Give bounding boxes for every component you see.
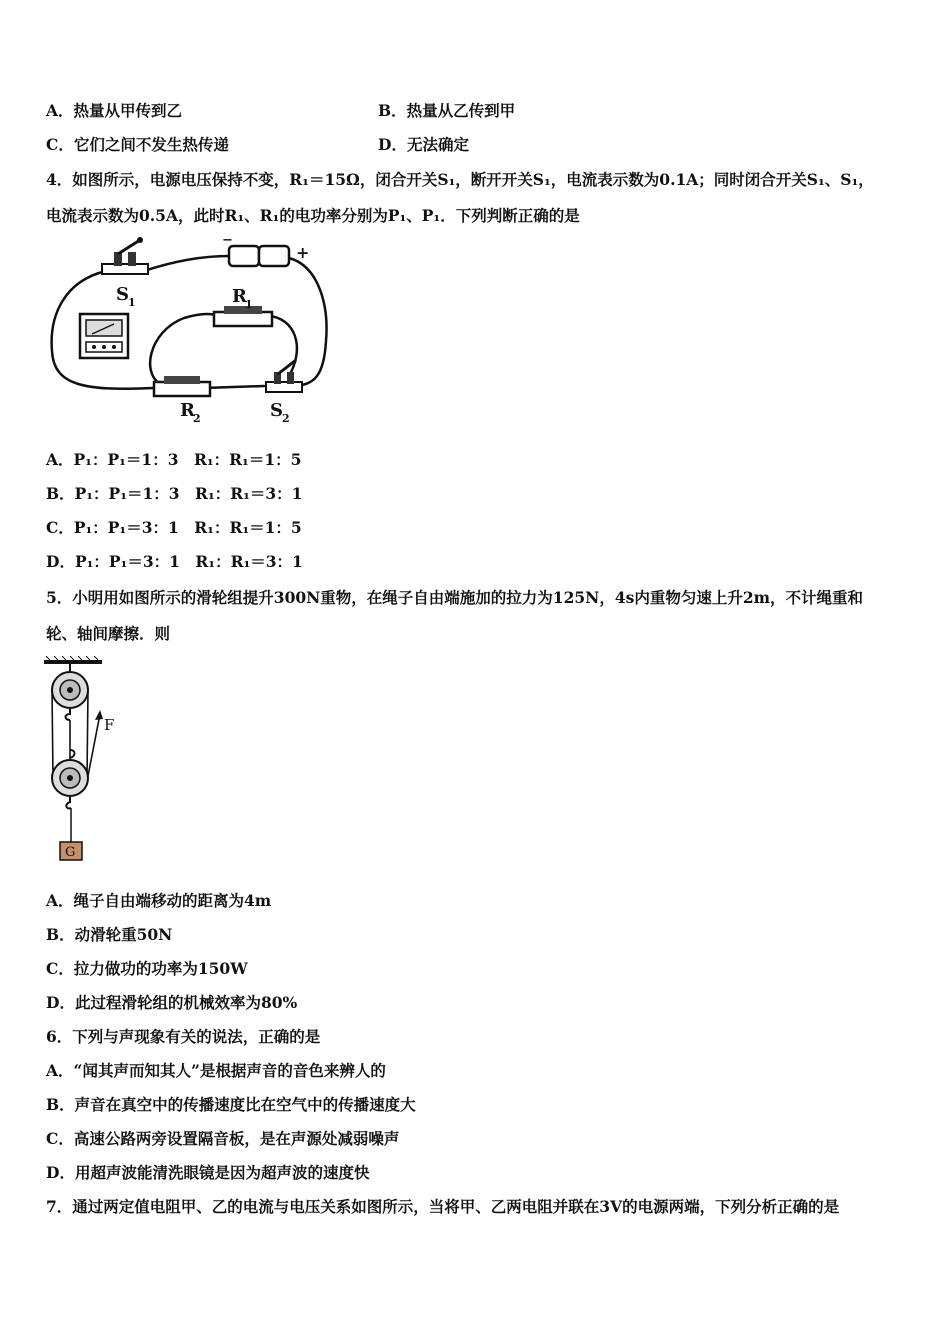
rope-free-end (88, 714, 100, 776)
q5-stem-line2: 轮、轴间摩擦．则 (46, 624, 171, 643)
weight-label: G (65, 845, 76, 860)
movable-pulley (52, 750, 88, 842)
resistor-r1 (214, 306, 272, 326)
q4-option-c: C．P₁：P₁＝3：1 R₁：R₁＝1：5 (46, 518, 302, 537)
label-r1-sub: 1 (245, 298, 253, 311)
q4-stem-line2: 电流表示数为0.5A，此时R₁、R₁的电功率分别为P₁、P₁．下列判断正确的是 (46, 206, 580, 225)
q5-option-b: B．动滑轮重50N (46, 925, 173, 944)
label-r2: R (180, 400, 195, 421)
battery (229, 246, 289, 266)
q6-option-a: A．“闻其声而知其人”是根据声音的音色来辨人的 (46, 1061, 386, 1080)
ammeter (80, 314, 128, 358)
switch-s2 (266, 360, 302, 392)
q3-option-a: A．热量从甲传到乙 (46, 101, 183, 120)
rope-left (52, 690, 53, 778)
resistor-r2 (154, 376, 210, 396)
label-s2: S (270, 400, 283, 421)
inner-wire-left (150, 314, 219, 386)
q5-option-c: C．拉力做功的功率为150W (46, 959, 248, 978)
label-r1: R (232, 286, 247, 307)
wire-r2-s2 (204, 386, 264, 388)
ceiling (44, 656, 102, 672)
switch-s1 (102, 237, 148, 274)
q3-option-b: B．热量从乙传到甲 (378, 101, 516, 120)
force-arrow (95, 710, 103, 720)
q4-option-a: A．P₁：P₁＝1：3 R₁：R₁＝1：5 (46, 450, 302, 469)
q6-option-c: C．高速公路两旁设置隔音板，是在声源处减弱噪声 (46, 1129, 400, 1148)
battery-plus-label: + (296, 243, 310, 262)
q6-stem: 6．下列与声现象有关的说法，正确的是 (46, 1027, 321, 1046)
weight-block (60, 842, 82, 860)
fixed-pulley (52, 672, 88, 720)
label-r2-sub: 2 (193, 412, 201, 425)
rope-right (87, 690, 88, 778)
q6-option-b: B．声音在真空中的传播速度比在空气中的传播速度大 (46, 1095, 416, 1114)
label-s1: S (116, 284, 129, 305)
label-s2-sub: 2 (282, 412, 290, 425)
q3-option-d: D．无法确定 (378, 135, 469, 154)
q3-option-c: C．它们之间不发生热传递 (46, 135, 229, 154)
q5-option-d: D．此过程滑轮组的机械效率为80% (46, 993, 298, 1012)
q4-option-b: B．P₁：P₁＝1：3 R₁：R₁＝3：1 (46, 484, 303, 503)
q7-stem: 7．通过两定值电阻甲、乙的电流与电压关系如图所示，当将甲、乙两电阻并联在3V的电源两端，下列分析正确的是 (46, 1197, 840, 1216)
battery-minus-label: − (222, 236, 233, 248)
q6-option-d: D．用超声波能清洗眼镜是因为超声波的速度快 (46, 1163, 370, 1182)
q5-pulley-figure (40, 656, 130, 868)
force-label: F (104, 716, 115, 734)
q5-stem-line1: 5．小明用如图所示的滑轮组提升300N重物，在绳子自由端施加的拉力为125N，4s内重物匀速上升2m，不计绳重和 (46, 588, 864, 607)
q4-circuit-figure (44, 236, 334, 426)
label-s1-sub: 1 (128, 296, 136, 309)
q4-option-d: D．P₁：P₁＝3：1 R₁：R₁＝3：1 (46, 552, 303, 571)
wire-s1-battery (144, 256, 229, 271)
q4-stem-line1: 4．如图所示，电源电压保持不变，R₁＝15Ω，闭合开关S₁，断开开关S₁，电流表示数为0.1A；同时闭合开关S₁、S₁， (46, 170, 874, 189)
q5-option-a: A．绳子自由端移动的距离为4m (46, 891, 272, 910)
